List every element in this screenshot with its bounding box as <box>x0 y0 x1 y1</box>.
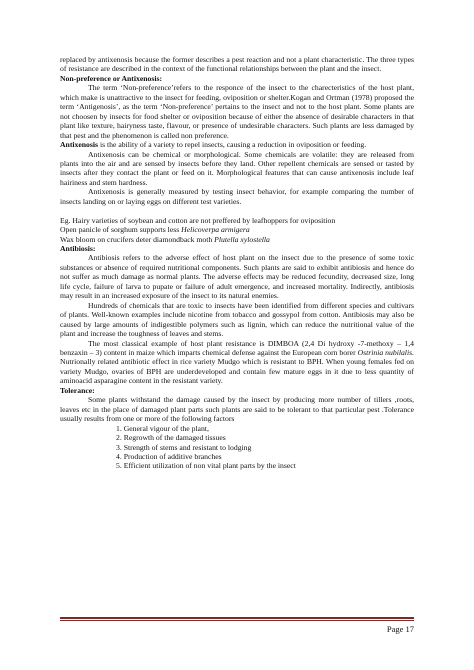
list-item: 1. General vigour of the plant, <box>116 423 209 433</box>
term-antixenosis: Antixenosis <box>60 140 99 150</box>
paragraph-tolerance: Some plants withstand the damage caused by the insect by producing more number of tillers ,roots, leaves etc in the place of damaged plant parts such plants are said to be tolerant to that particular pest .Tolerance usually results from one or more of the following factors <box>60 395 414 424</box>
list-item: 4. Production of additive branches <box>116 451 222 461</box>
paragraph-dimboa <box>60 339 414 386</box>
paragraph-antixenosis-measurement: Antixenosis is generally measured by testing insect behavior, for example comparing the number of insects landing on or laying eggs on different test varieties. <box>60 187 414 206</box>
paragraph-intro: replaced by antixenosis because the former describes a pest reaction and not a plant characteristic. The three types of resistance are described in the context of the functional relationships between the plant and the insect. <box>60 55 414 74</box>
page-content <box>60 55 414 471</box>
species-ostrinia: Ostrinia nubilalis. <box>357 347 414 357</box>
dimboa-text: The most classical example of host plant resistance is DIMBOA (2,4 Di hydroxy -7-methoxy – 1,4 benzaxin – 3) content in maize which imparts chemical defense against the European corn borer <box>60 338 414 357</box>
footer-rule-thick <box>60 617 414 619</box>
heading-tolerance: Tolerance: <box>60 385 95 395</box>
paragraph-antibiosis-chemicals: Hundreds of chemicals that are toxic to insects have been identified from different species and cultivars of plants. Well-known examples include nicotine from tobacco and gossypol from cotton. Antibiosis may also be caused by large amounts of indigestible polymers such as lignin, which can reduce the nutritional value of the plant and increase the toughness of leaves and stems. <box>60 300 414 339</box>
paragraph-antixenosis-types: Antixenosis can be chemical or morphological. Some chemicals are volatile: they are released from plants into the air and are sensed by insects before they land. Other repellent chemicals are sensed or tasted by insects after they contact the plant or feed on it. Morphological features that can cause antixenosis include leaf hairiness and stem hardness. <box>60 149 414 187</box>
example-wax-bloom-text: Wax bloom on crucifers deter diamondback moth <box>60 234 215 244</box>
example-wax-bloom <box>60 235 414 244</box>
example-sorghum-text: Open panicle of sorghum supports less <box>60 225 182 235</box>
species-plutella: Plutella xylostella <box>214 234 270 244</box>
paragraph-gap <box>60 206 414 215</box>
mudgo-text: Nutrionally related antibiotic effect in rice variety Mudgo which is resistant to BPH. When young females fed on variety Mudgo, ovaries of BPH are underdeveloped and contain few mature eggs in it due to less quantity of aminoacid asparagine content in the resistant variety. <box>60 357 414 386</box>
list-item: 2. Regrowth of the damaged tissues <box>116 433 226 443</box>
species-helicoverpa: Helicoverpa armigera <box>181 225 250 235</box>
heading-antibiosis: Antibiosis: <box>60 244 96 253</box>
example-hairy-varieties: Eg. Hairy varieties of soybean and cotton are not preffered by leafhoppers for oviposition <box>60 215 336 225</box>
heading-antixenosis: Non-preference or Antixenosis: <box>60 73 163 83</box>
paragraph-non-preference: The term ‘Non-preference’refers to the responce of the insect to the charecteristics of the host plant, which make is unattractive to the insect for feeding, oviposition or shelter.Kogan and Ortman (1978) proposed the term ‘Antigenosis’, as the term ‘Non-preference’ pertains to the insect and not to the host plant. Some plants are not choosen by insects for food shelter or oviposition because of either the absence of desirable characters in that plant like texture, hairyness taste, flavour, or presence of undesirable characters. Such plants are less damaged by that pest and the phenomenon is called non preference. <box>60 83 414 140</box>
page-number: Page 17 <box>386 624 414 634</box>
footer-rule-thin <box>60 620 414 621</box>
antixenosis-definition-text: is the ability of a variety to repel insects, causing a reduction in oviposition or feeding. <box>98 140 367 150</box>
list-item: 3. Strength of stems and resistant to lodging <box>116 442 252 452</box>
paragraph-antixenosis-definition <box>60 140 414 149</box>
tolerance-factor-list <box>60 424 414 471</box>
paragraph-antibiosis-definition: Antibiosis refers to the adverse effect of host plant on the insect due to the presence of some toxic substances or absence of required nutritional components. Such plants are said to exhibit antibiosis and hence do not suffer as much damage as normal plants. The adverse effects may be reduced fecundity, decreased size, long life cycle, failure of larva to pupate or failure of adult emergence, and increased mortality. Indirectly, antibiosis may result in an increased exposure of the insect to its natural enemies. <box>60 253 414 301</box>
example-sorghum <box>60 225 414 234</box>
list-item: 5. Efficient utilization of non vital plant parts by the insect <box>116 461 296 471</box>
